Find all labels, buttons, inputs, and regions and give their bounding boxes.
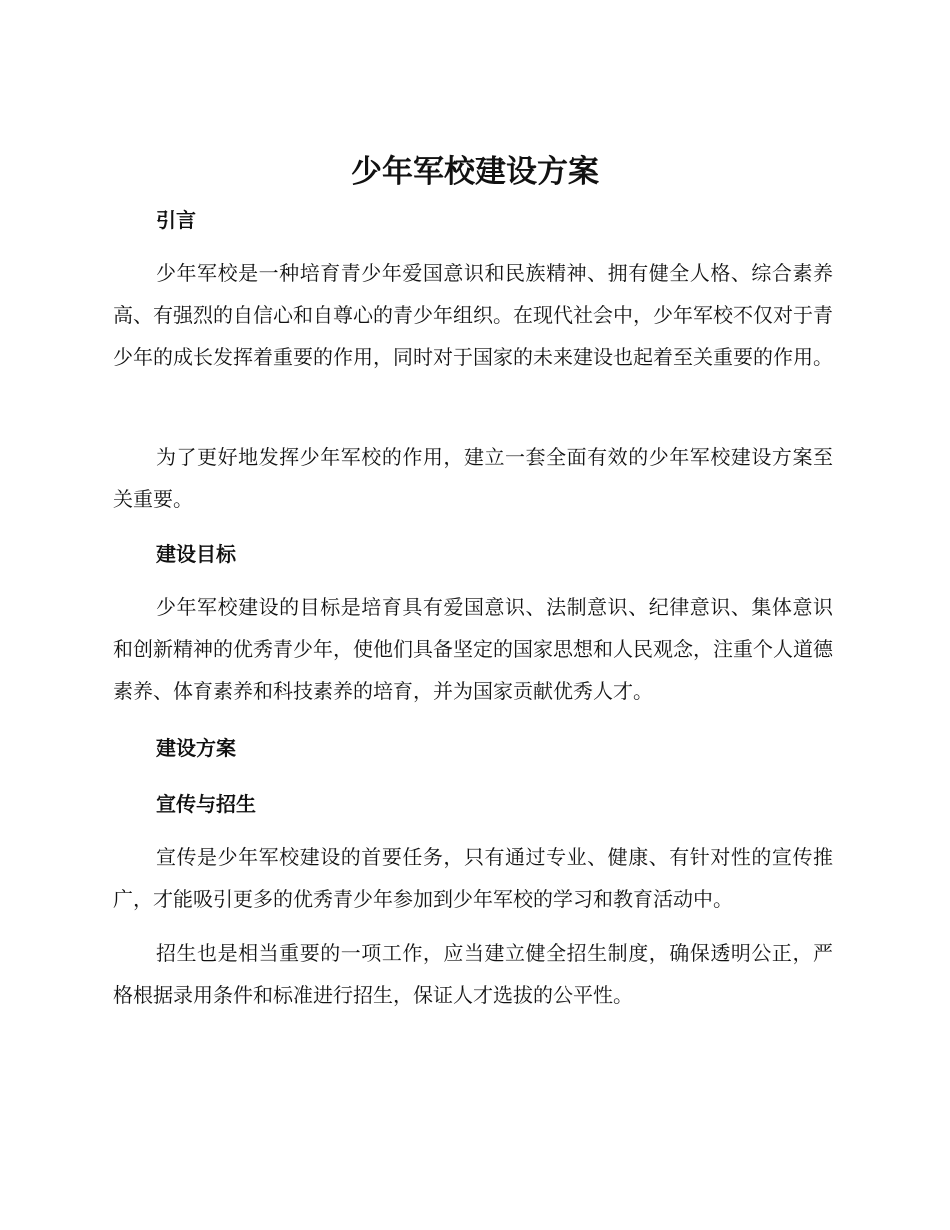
- intro-paragraph-1: 少年军校是一种培育青少年爱国意识和民族精神、拥有健全人格、综合素养高、有强烈的自信心和自尊心的青少年组织。在现代社会中，少年军校不仅对于青少年的成长发挥着重要的作用，同时对于国家的未来建设也起着至关重要的作用。: [113, 261, 833, 369]
- section-heading-intro: 引言: [156, 208, 196, 232]
- intro-paragraph-2: 为了更好地发挥少年军校的作用，建立一套全面有效的少年军校建设方案至关重要。: [113, 445, 833, 511]
- promotion-paragraph-2: 招生也是相当重要的一项工作，应当建立健全招生制度，确保透明公正，严格根据录用条件和标准进行招生，保证人才选拔的公平性。: [113, 941, 833, 1007]
- promotion-paragraph-1: 宣传是少年军校建设的首要任务，只有通过专业、健康、有针对性的宣传推广，才能吸引更多的优秀青少年参加到少年军校的学习和教育活动中。: [113, 845, 833, 911]
- section-heading-plan: 建设方案: [156, 736, 236, 760]
- goals-paragraph-1: 少年军校建设的目标是培育具有爱国意识、法制意识、纪律意识、集体意识和创新精神的优秀青少年，使他们具备坚定的国家思想和人民观念，注重个人道德素养、体育素养和科技素养的培育，并为国家贡献优秀人才。: [113, 595, 833, 703]
- section-heading-promotion: 宣传与招生: [156, 792, 256, 816]
- document-title: 少年军校建设方案: [351, 154, 599, 190]
- section-heading-goals: 建设目标: [156, 542, 236, 566]
